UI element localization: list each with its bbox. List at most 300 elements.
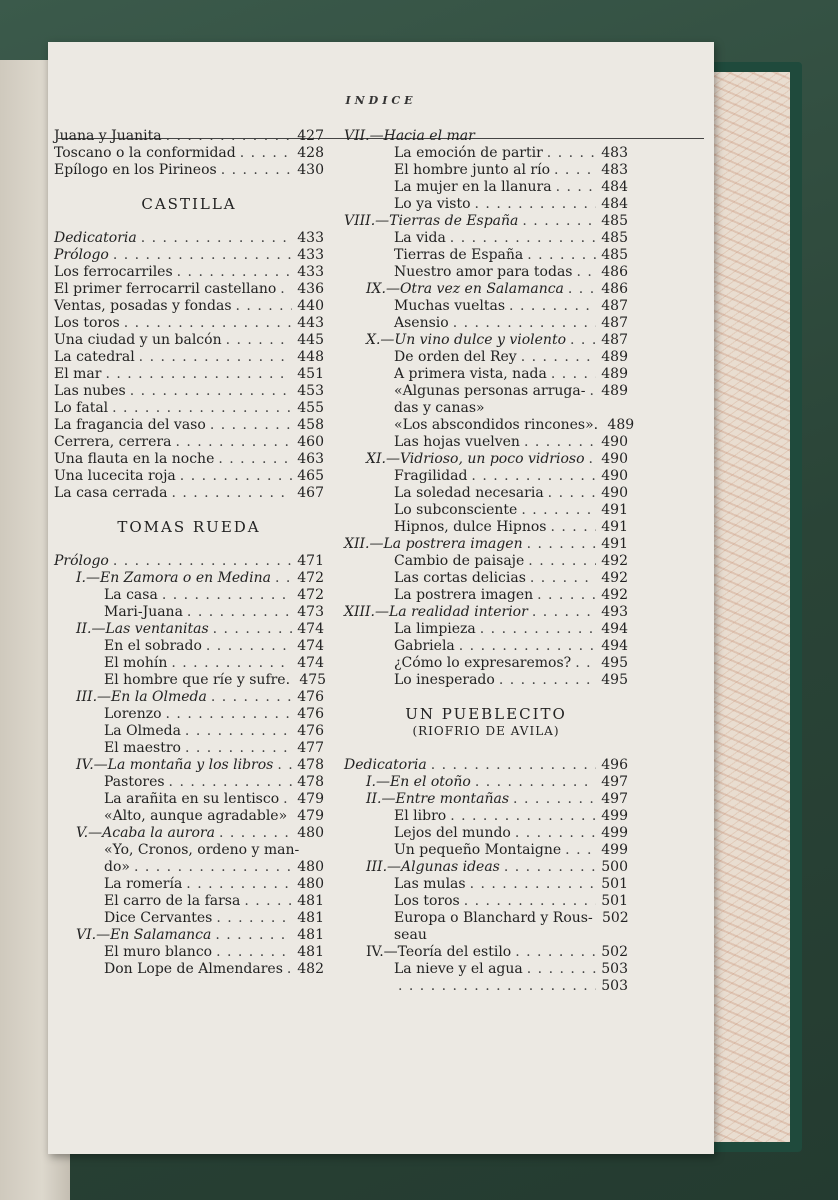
dot-leader (575, 655, 596, 672)
entry-title: Dedicatoria (344, 757, 427, 773)
entry-page-number: 503 (601, 961, 628, 977)
index-entry (344, 145, 628, 162)
dot-leader (291, 808, 292, 825)
entry-page-number: 502 (601, 944, 628, 960)
index-entry (344, 961, 628, 978)
page-header: INDICE (345, 94, 417, 107)
entry-title: VII.—Hacia el mar (344, 128, 475, 144)
entry-title: El carro de la farsa (104, 893, 241, 909)
entry-page-number: 451 (297, 366, 324, 382)
dot-leader (527, 536, 596, 553)
entry-page-number: 445 (297, 332, 324, 348)
entry-title: Cambio de paisaje (394, 553, 525, 569)
entry-title: Gabriela (394, 638, 455, 654)
dot-leader (180, 468, 292, 485)
index-entry (344, 213, 628, 230)
index-entry (54, 332, 324, 349)
index-entry (344, 910, 628, 927)
entry-title: La catedral (54, 349, 135, 365)
dot-leader (565, 842, 596, 859)
index-entry (344, 876, 628, 893)
index-entry (344, 978, 628, 995)
dot-leader (210, 417, 292, 434)
entry-title: La arañita en su lentisco (104, 791, 280, 807)
entry-title: XIII.—La realidad interior (344, 604, 528, 620)
index-entry (344, 825, 628, 842)
entry-page-number: 490 (601, 468, 628, 484)
index-entry (54, 757, 324, 774)
entry-title: V.—Acaba la aurora (76, 825, 215, 841)
dot-leader (568, 281, 596, 298)
dot-leader (527, 247, 596, 264)
entry-title: El muro blanco (104, 944, 213, 960)
entry-title: La soledad necesaria (394, 485, 544, 501)
entry-page-number: 480 (297, 825, 324, 841)
entry-page-number: 494 (601, 638, 628, 654)
dot-leader (218, 451, 292, 468)
dot-leader (226, 332, 292, 349)
index-entry (344, 502, 628, 519)
entry-title: Lejos del mundo (394, 825, 511, 841)
dot-leader (244, 893, 292, 910)
dot-leader (216, 944, 292, 961)
index-entry (344, 842, 628, 859)
index-entry (54, 451, 324, 468)
entry-page-number: 497 (601, 774, 628, 790)
entry-page-number: 477 (297, 740, 324, 756)
entry-title: Prólogo (54, 553, 109, 569)
entry-title: Un pequeño Montaigne (394, 842, 562, 858)
entry-page-number: 455 (297, 400, 324, 416)
dot-leader (547, 145, 596, 162)
index-entry (54, 859, 324, 876)
entry-page-number: 489 (601, 349, 628, 365)
index-entry (344, 468, 628, 485)
entry-page-number: 491 (601, 519, 628, 535)
dot-leader (211, 689, 292, 706)
entry-title: Dice Cervantes (104, 910, 213, 926)
entry-title: La casa (104, 587, 158, 603)
entry-title: IV.—La montaña y los libros (76, 757, 274, 773)
entry-title: El mar (54, 366, 102, 382)
entry-title: La postrera imagen (394, 587, 534, 603)
entry-page-number: 478 (297, 774, 324, 790)
entry-title: La limpieza (394, 621, 476, 637)
index-entry (54, 927, 324, 944)
index-entry (54, 808, 324, 825)
entry-page-number: 433 (297, 247, 324, 263)
index-entry (54, 553, 324, 570)
dot-leader (527, 961, 596, 978)
entry-page-number: 465 (297, 468, 324, 484)
dot-leader (162, 587, 292, 604)
left-index-column (54, 128, 327, 978)
dot-leader (398, 978, 596, 995)
entry-page-number: 482 (297, 961, 324, 977)
entry-page-number: 443 (297, 315, 324, 331)
index-entry (54, 604, 324, 621)
dot-leader (171, 485, 292, 502)
dot-leader (169, 774, 292, 791)
dot-leader (450, 230, 596, 247)
dot-leader (576, 264, 596, 281)
index-entry (54, 485, 324, 502)
entry-title: El maestro (104, 740, 181, 756)
dot-leader (277, 757, 292, 774)
dot-leader (521, 349, 596, 366)
entry-title: De orden del Rey (394, 349, 517, 365)
dot-leader (275, 570, 292, 587)
entry-title: II.—Las ventanitas (76, 621, 209, 637)
index-entry (344, 570, 628, 587)
dot-leader (134, 859, 292, 876)
entry-title: A primera vista, nada (394, 366, 547, 382)
entry-title: das y canas» (394, 400, 485, 416)
index-entry (54, 910, 324, 927)
index-entry (344, 519, 628, 536)
entry-title: Una flauta en la noche (54, 451, 215, 467)
entry-title: La nieve y el agua (394, 961, 523, 977)
index-entry (54, 655, 324, 672)
entry-title: Toscano o la conformidad (54, 145, 236, 161)
entry-title: El hombre que ríe y sufre. (104, 672, 291, 688)
entry-page-number: 481 (297, 944, 324, 960)
index-entry (344, 383, 628, 400)
dot-leader (459, 638, 596, 655)
entry-page-number: 501 (601, 893, 628, 909)
index-entry (344, 349, 628, 366)
entry-page-number: 476 (297, 706, 324, 722)
dot-leader (113, 247, 292, 264)
entry-page-number: 500 (601, 859, 628, 875)
entry-title: Europa o Blanchard y Rous- (394, 910, 593, 926)
dot-leader (470, 876, 596, 893)
entry-title: XI.—Vidrioso, un poco vidrioso (366, 451, 585, 467)
entry-title: Mari-Juana (104, 604, 183, 620)
dot-leader (187, 604, 292, 621)
entry-title: Fragilidad (394, 468, 468, 484)
index-entry (54, 944, 324, 961)
section-heading: CASTILLA (141, 195, 237, 213)
dot-leader (130, 383, 292, 400)
entry-title: Lorenzo (104, 706, 162, 722)
entry-title: Muchas vueltas (394, 298, 506, 314)
entry-title: La Olmeda (104, 723, 181, 739)
entry-title: «Algunas personas arruga- (394, 383, 586, 399)
index-entry (54, 298, 324, 315)
section-subheading: (RIOFRIO DE AVILA) (412, 724, 560, 738)
index-entry (344, 536, 628, 553)
dot-leader (280, 281, 292, 298)
index-entry (344, 808, 628, 825)
entry-page-number: 433 (297, 264, 324, 280)
entry-page-number: 430 (297, 162, 324, 178)
spacer (344, 740, 628, 757)
entry-page-number: 481 (297, 927, 324, 943)
index-entry (54, 893, 324, 910)
entry-page-number: 427 (297, 128, 324, 144)
spacer (54, 502, 324, 519)
index-entry (54, 383, 324, 400)
entry-page-number: 487 (601, 315, 628, 331)
dot-leader (551, 519, 597, 536)
entry-page-number: 458 (297, 417, 324, 433)
book-page (48, 42, 714, 1154)
entry-page-number: 481 (297, 910, 324, 926)
entry-page-number: 485 (601, 230, 628, 246)
entry-title: Tierras de España (394, 247, 524, 263)
entry-page-number: 501 (601, 876, 628, 892)
index-entry (344, 196, 628, 213)
entry-page-number: 494 (601, 621, 628, 637)
dot-leader (283, 791, 292, 808)
index-entry (54, 230, 324, 247)
dot-leader (570, 332, 596, 349)
entry-page-number: 483 (601, 162, 628, 178)
dot-leader (475, 774, 596, 791)
dot-leader (177, 264, 292, 281)
entry-title: X.—Un vino dulce y violento (366, 332, 567, 348)
entry-title: Ventas, posadas y fondas (54, 298, 232, 314)
dot-leader (515, 825, 596, 842)
index-entry (344, 298, 628, 315)
entry-page-number: 440 (297, 298, 324, 314)
entry-title: La mujer en la llanura (394, 179, 552, 195)
index-entry (54, 774, 324, 791)
entry-title: El hombre junto al río (394, 162, 551, 178)
index-entry (344, 791, 628, 808)
index-entry (344, 162, 628, 179)
dot-leader (215, 927, 292, 944)
index-entry (54, 723, 324, 740)
index-entry (54, 162, 324, 179)
entry-title: I.—En Zamora o en Medina (76, 570, 271, 586)
index-entry (54, 468, 324, 485)
entry-title: Nuestro amor para todas (394, 264, 573, 280)
entry-title: IV.—Teoría del estilo (366, 944, 512, 960)
entry-page-number: 481 (297, 893, 324, 909)
dot-leader (175, 434, 292, 451)
index-entry (344, 230, 628, 247)
entry-title: «Yo, Cronos, ordeno y man- (104, 842, 300, 858)
index-entry (54, 264, 324, 281)
dot-leader (521, 502, 596, 519)
entry-page-number: 471 (297, 553, 324, 569)
entry-page-number: 472 (297, 570, 324, 586)
entry-page-number: 472 (297, 587, 324, 603)
entry-page-number: 503 (601, 978, 628, 994)
dot-leader (522, 213, 596, 230)
spacer (54, 536, 324, 553)
index-entry (344, 315, 628, 332)
entry-page-number: 467 (297, 485, 324, 501)
entry-title: Lo subconsciente (394, 502, 518, 518)
spacer (54, 213, 324, 230)
index-entry (54, 281, 324, 298)
index-entry (344, 774, 628, 791)
entry-page-number: 428 (297, 145, 324, 161)
marbled-page-edges (712, 72, 790, 1142)
entry-page-number: 495 (601, 655, 628, 671)
index-entry (344, 485, 628, 502)
index-entry (54, 621, 324, 638)
dot-leader (548, 485, 596, 502)
dot-leader (139, 349, 292, 366)
entry-title: VIII.—Tierras de España (344, 213, 519, 229)
entry-page-number: 492 (601, 553, 628, 569)
entry-page-number: 499 (601, 808, 628, 824)
entry-page-number: 453 (297, 383, 324, 399)
dot-leader (141, 230, 292, 247)
index-entry (344, 587, 628, 604)
entry-title: Lo ya visto (394, 196, 471, 212)
index-entry (54, 400, 324, 417)
entry-page-number: 480 (297, 859, 324, 875)
index-entry (344, 604, 628, 621)
entry-title: Prólogo (54, 247, 109, 263)
index-entry (344, 179, 628, 196)
index-entry (344, 366, 628, 383)
dot-leader (453, 315, 596, 332)
entry-title: VI.—En Salamanca (76, 927, 212, 943)
dot-leader (530, 570, 596, 587)
spacer (344, 689, 628, 706)
dot-leader (166, 128, 292, 145)
dot-leader (112, 400, 292, 417)
entry-title: La emoción de partir (394, 145, 543, 161)
index-entry (344, 757, 628, 774)
entry-page-number: 479 (297, 791, 324, 807)
entry-page-number: 474 (297, 638, 324, 654)
index-entry (344, 672, 628, 689)
index-entry (344, 553, 628, 570)
dot-leader (475, 196, 596, 213)
entry-title: Una lucecita roja (54, 468, 176, 484)
index-entry (344, 264, 628, 281)
index-entry (54, 145, 324, 162)
entry-title: Las nubes (54, 383, 126, 399)
entry-page-number: 486 (601, 264, 628, 280)
entry-page-number: 487 (601, 332, 628, 348)
entry-title: Las hojas vuelven (394, 434, 520, 450)
index-entry (344, 434, 628, 451)
entry-page-number: 476 (297, 723, 324, 739)
index-entry (54, 434, 324, 451)
dot-leader (166, 706, 292, 723)
entry-title: XII.—La postrera imagen (344, 536, 523, 552)
entry-page-number: 484 (601, 179, 628, 195)
index-entry (54, 128, 324, 145)
dot-leader (509, 298, 596, 315)
entry-title: ¿Cómo lo expresaremos? (394, 655, 572, 671)
entry-title: Las mulas (394, 876, 466, 892)
entry-title: seau (394, 927, 427, 943)
entry-page-number: 491 (601, 536, 628, 552)
index-entry (54, 842, 324, 859)
entry-page-number: 484 (601, 196, 628, 212)
entry-page-number: 474 (297, 655, 324, 671)
entry-page-number: 492 (601, 570, 628, 586)
entry-title: I.—En el otoño (366, 774, 471, 790)
entry-title: Juana y Juanita (54, 128, 162, 144)
entry-title: La casa cerrada (54, 485, 168, 501)
dot-leader (185, 723, 292, 740)
entry-page-number: 502 (601, 910, 629, 926)
entry-title: La fragancia del vaso (54, 417, 206, 433)
entry-page-number: 475 (299, 672, 327, 688)
dot-leader (186, 876, 292, 893)
entry-title: Los toros (394, 893, 460, 909)
entry-page-number: 491 (601, 502, 628, 518)
index-entry (344, 621, 628, 638)
entry-title: El primer ferrocarril castellano (54, 281, 277, 297)
dot-leader (206, 638, 292, 655)
dot-leader (554, 162, 596, 179)
entry-title: Las cortas delicias (394, 570, 526, 586)
dot-leader (464, 893, 596, 910)
entry-page-number: 448 (297, 349, 324, 365)
dot-leader (471, 468, 596, 485)
dot-leader (240, 145, 292, 162)
entry-page-number: 463 (297, 451, 324, 467)
entry-page-number: 474 (297, 621, 324, 637)
index-entry (54, 961, 324, 978)
entry-page-number: 436 (297, 281, 324, 297)
index-entry (54, 349, 324, 366)
dot-leader (221, 162, 292, 179)
entry-title: Pastores (104, 774, 165, 790)
entry-title: La vida (394, 230, 446, 246)
index-entry (54, 706, 324, 723)
index-entry (344, 655, 628, 672)
dot-leader (504, 859, 596, 876)
index-entry (344, 281, 628, 298)
entry-title: Lo fatal (54, 400, 109, 416)
entry-page-number: 479 (297, 808, 324, 824)
index-entry (54, 740, 324, 757)
index-entry (54, 825, 324, 842)
dot-leader (589, 383, 596, 400)
entry-page-number: 493 (601, 604, 628, 620)
dot-leader (216, 910, 292, 927)
entry-title: Don Lope de Almendares (104, 961, 283, 977)
index-entry (54, 876, 324, 893)
entry-title: IX.—Otra vez en Salamanca (366, 281, 564, 297)
index-entry (344, 859, 628, 876)
entry-title: Asensio (394, 315, 449, 331)
entry-title: «Los abscondidos rincones». (394, 417, 599, 433)
index-entry (54, 315, 324, 332)
index-entry (344, 944, 628, 961)
index-entry (344, 128, 628, 145)
entry-page-number: 490 (601, 485, 628, 501)
entry-page-number: 499 (601, 825, 628, 841)
entry-title: II.—Entre montañas (366, 791, 510, 807)
dot-leader (124, 315, 292, 332)
dot-leader (213, 621, 292, 638)
dot-leader (532, 604, 596, 621)
section-heading: TOMAS RUEDA (117, 518, 261, 536)
index-entry (344, 927, 628, 944)
entry-page-number: 489 (601, 366, 628, 382)
index-entry (344, 332, 628, 349)
entry-page-number: 480 (297, 876, 324, 892)
entry-title: El libro (394, 808, 447, 824)
right-index-column (344, 128, 635, 995)
entry-page-number: 489 (601, 383, 628, 399)
dot-leader (499, 672, 596, 689)
dot-leader (480, 621, 596, 638)
